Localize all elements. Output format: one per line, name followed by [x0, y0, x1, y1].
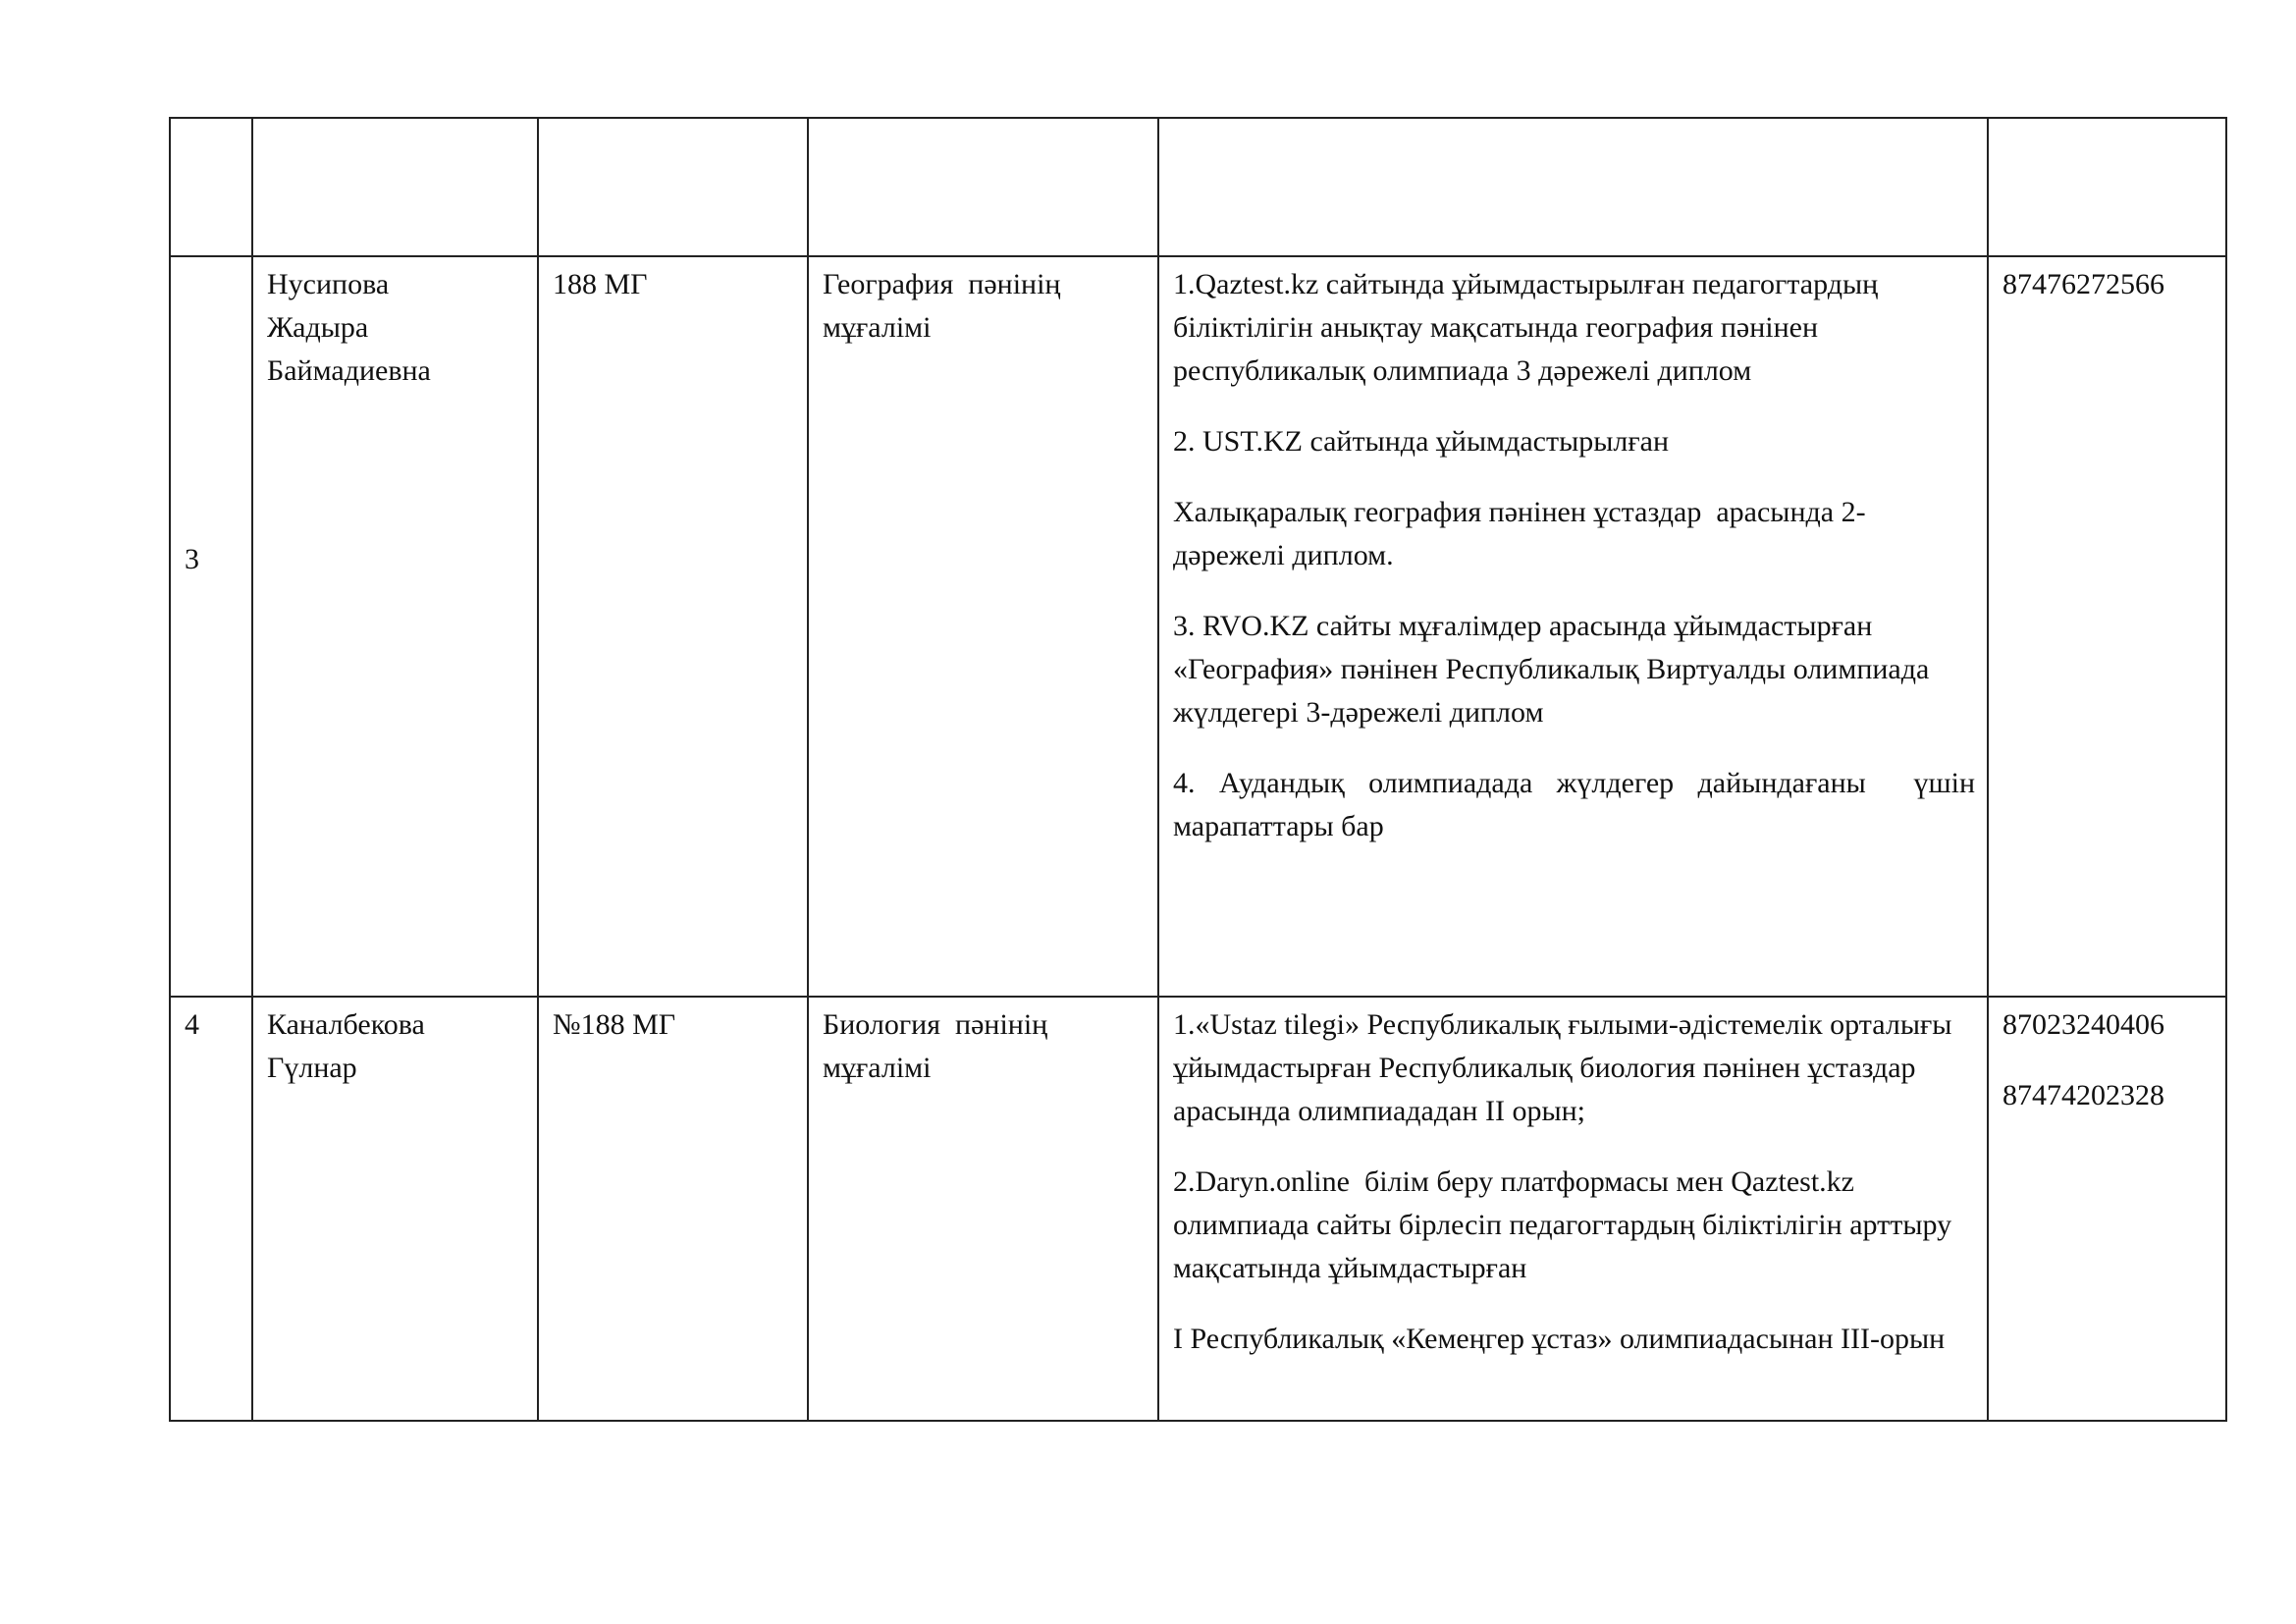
position-line: мұғалімі — [823, 1052, 932, 1084]
cell-phone — [1988, 118, 2226, 256]
cell-phone — [1988, 997, 2226, 1421]
achievement-item: I Республикалық «Кемеңгер ұстаз» олимпиадасынан III-орын — [1173, 1323, 1946, 1355]
cell-phone — [1988, 256, 2226, 997]
cell-number — [170, 256, 252, 997]
cell-name — [252, 118, 538, 256]
row-number: 4 — [185, 1008, 199, 1041]
cell-school — [538, 118, 808, 256]
teacher-patronymic: Баймадиевна — [267, 354, 431, 387]
achievement-item: 2.Daryn.online білім беру платформасы мен Qaztest.kz олимпиада сайты бірлесіп педагогтардың біліктілігін арттыру мақсатында ұйымдастырған — [1173, 1165, 1959, 1284]
achievement-item: 4. Аудандық олимпиадада жүлдегер дайындағаны үшін марапаттары бар — [1173, 767, 1983, 842]
teacher-surname: Нусипова — [267, 268, 390, 300]
achievement-item: Халықаралық география пәнінен ұстаздар арасында 2-дәрежелі диплом. — [1173, 496, 1866, 571]
school-name: 188 МГ — [553, 268, 648, 300]
cell-position — [808, 256, 1158, 997]
cell-position — [808, 118, 1158, 256]
phone-number: 87474202328 — [2002, 1079, 2164, 1111]
table-row — [170, 997, 2226, 1421]
teacher-surname: Каналбекова — [267, 1008, 425, 1041]
awards-table — [169, 117, 2227, 1422]
achievement-item: 3. RVO.KZ сайты мұғалімдер арасында ұйымдастырған «География» пәнінен Республикалық Виртуалды олимпиада жүлдегері 3-дәрежелі диплом — [1173, 610, 1930, 729]
school-name: №188 МГ — [553, 1008, 676, 1041]
cell-achievements — [1158, 256, 1988, 997]
achievement-item: 1.«Ustaz tilegi» Республикалық ғылыми-әдістемелік орталығы ұйымдастырған Республикалық биология пәнінен ұстаздар арасында олимпиададан II орын; — [1173, 1008, 1952, 1127]
achievement-item: 1.Qaztest.kz сайтында ұйымдастырылған педагогтардың біліктілігін анықтау мақсатында география пәнінен республикалық олимпиада 3 дәрежелі диплом — [1173, 268, 1879, 387]
cell-school — [538, 997, 808, 1421]
achievement-item: 2. UST.KZ сайтында ұйымдастырылған — [1173, 425, 1670, 458]
cell-school — [538, 256, 808, 997]
cell-position — [808, 997, 1158, 1421]
cell-achievements — [1158, 997, 1988, 1421]
teacher-first-name: Жадыра — [267, 311, 369, 344]
cell-name — [252, 997, 538, 1421]
position-line: Биология пәнінің — [823, 1008, 1048, 1041]
position-line: мұғалімі — [823, 311, 932, 344]
cell-number — [170, 997, 252, 1421]
row-number: 3 — [185, 543, 199, 575]
table-row — [170, 256, 2226, 997]
cell-name — [252, 256, 538, 997]
teacher-first-name: Гүлнар — [267, 1052, 357, 1084]
position-line: География пәнінің — [823, 268, 1061, 300]
phone-number: 87476272566 — [2002, 268, 2164, 300]
cell-number — [170, 118, 252, 256]
cell-achievements — [1158, 118, 1988, 256]
phone-number: 87023240406 — [2002, 1008, 2164, 1041]
table-row-continuation — [170, 118, 2226, 256]
